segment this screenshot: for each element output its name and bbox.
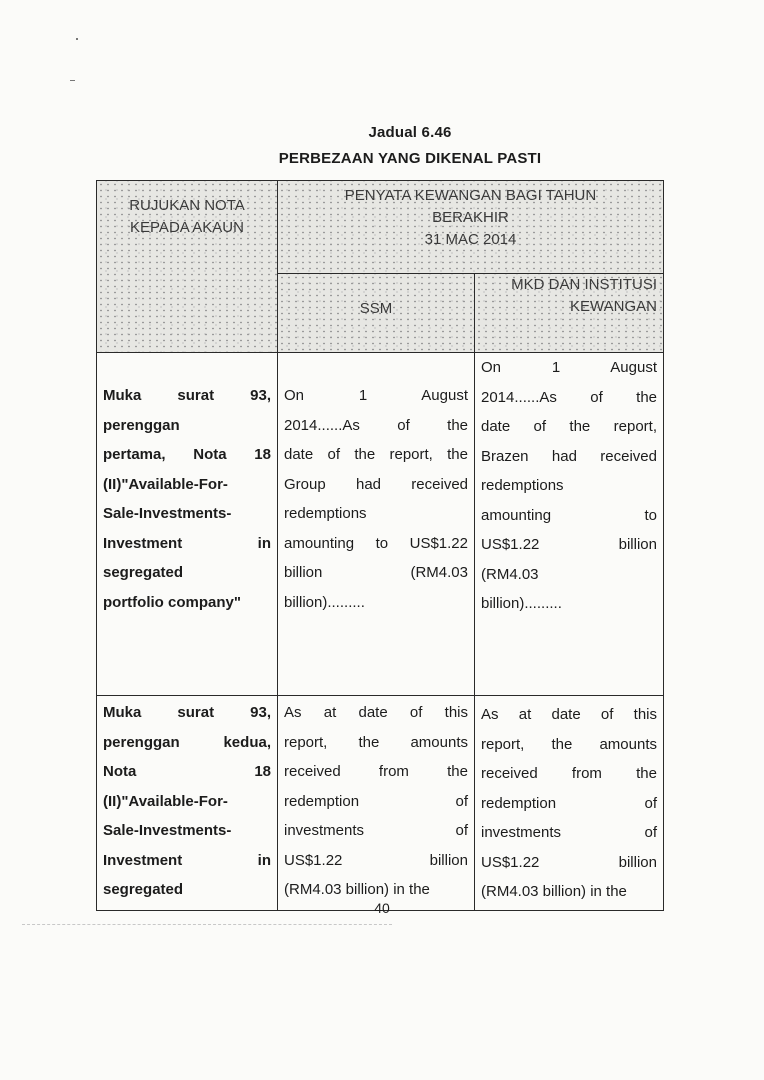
differences-table: [96, 180, 664, 911]
scan-rule: [22, 924, 392, 926]
cell-line: redemptions: [481, 477, 564, 494]
cell-line: investments of: [284, 822, 468, 839]
cell-line: segregated: [103, 564, 184, 581]
cell-line: (RM4.03 billion) in the: [481, 883, 627, 900]
cell-line: date of the report, the: [284, 446, 468, 463]
cell-line: Sale-Investments-: [103, 505, 232, 522]
table-label: Jadual 6.46: [368, 124, 452, 141]
table-title: PERBEZAAN YANG DIKENAL PASTI: [278, 150, 542, 167]
row-ssm-text: [278, 696, 475, 911]
row-ssm-text: [278, 353, 475, 696]
row-reference: [97, 353, 278, 696]
header-mkd: [475, 274, 664, 353]
cell-line: date of the report,: [481, 418, 657, 435]
table-row: [97, 696, 664, 911]
row-mkd-text: [475, 696, 664, 911]
cell-line: Nota 18: [103, 763, 271, 780]
cell-line: Sale-Investments-: [103, 822, 232, 839]
page-number: 40: [374, 900, 390, 916]
cell-line: Muka surat 93,: [103, 704, 271, 721]
cell-line: (II)"Available-For-: [103, 792, 228, 810]
cell-line: Investment in: [103, 534, 271, 552]
cell-line: As at date of this: [284, 704, 468, 721]
header-reference-line: RUJUKAN NOTA: [129, 197, 245, 214]
scan-speck: [70, 80, 75, 81]
cell-line: amounting to US$1.22: [284, 534, 468, 552]
cell-line: redemption of: [481, 794, 657, 812]
cell-line: investments of: [481, 824, 657, 841]
cell-line: (RM4.03 billion) in the: [284, 881, 430, 898]
cell-line: Brazen had received: [481, 447, 657, 465]
table-row: [97, 353, 664, 696]
cell-line: segregated: [103, 881, 184, 898]
cell-line: US$1.22 billion: [284, 851, 468, 869]
cell-line: 2014......As of the: [284, 416, 468, 434]
cell-line: report, the amounts: [481, 735, 657, 753]
cell-line: As at date of this: [481, 706, 657, 723]
cell-line: billion).........: [481, 595, 562, 612]
cell-line: (II)"Available-For-: [103, 475, 228, 493]
header-mkd-line: KEWANGAN: [570, 298, 657, 315]
cell-line: Muka surat 93,: [103, 387, 271, 404]
cell-line: billion (RM4.03: [284, 564, 468, 581]
cell-line: Investment in: [103, 851, 271, 869]
header-financial-statement: [278, 181, 664, 274]
cell-line: perenggan kedua,: [103, 733, 271, 751]
header-ssm: SSM: [278, 274, 475, 353]
cell-line: redemption of: [284, 792, 468, 810]
cell-line: received from the: [284, 763, 468, 780]
cell-line: US$1.22 billion: [481, 853, 657, 871]
cell-line: amounting to: [481, 506, 657, 524]
cell-line: Group had received: [284, 475, 468, 493]
header-reference-line: KEPADA AKAUN: [130, 219, 244, 236]
header-fs-line: PENYATA KEWANGAN BAGI TAHUN: [344, 187, 597, 204]
cell-line: portfolio company": [103, 593, 241, 611]
cell-line: On 1 August: [284, 387, 468, 404]
cell-line: redemptions: [284, 505, 367, 522]
header-fs-line: 31 MAC 2014: [424, 231, 517, 248]
cell-line: On 1 August: [481, 359, 657, 376]
row-mkd-text: [475, 353, 664, 696]
cell-line: 2014......As of the: [481, 388, 657, 406]
header-mkd-line: MKD DAN INSTITUSI: [511, 276, 657, 293]
cell-line: received from the: [481, 765, 657, 782]
cell-line: (RM4.03: [481, 565, 539, 583]
header-reference: [97, 181, 278, 353]
header-row: [97, 181, 664, 274]
cell-line: billion).........: [284, 593, 365, 611]
cell-line: report, the amounts: [284, 733, 468, 751]
cell-line: perenggan: [103, 416, 180, 434]
row-reference: [97, 696, 278, 911]
cell-line: pertama, Nota 18: [103, 446, 271, 463]
scan-speck: [76, 38, 78, 40]
cell-line: US$1.22 billion: [481, 536, 657, 553]
header-fs-line: BERAKHIR: [432, 209, 509, 226]
